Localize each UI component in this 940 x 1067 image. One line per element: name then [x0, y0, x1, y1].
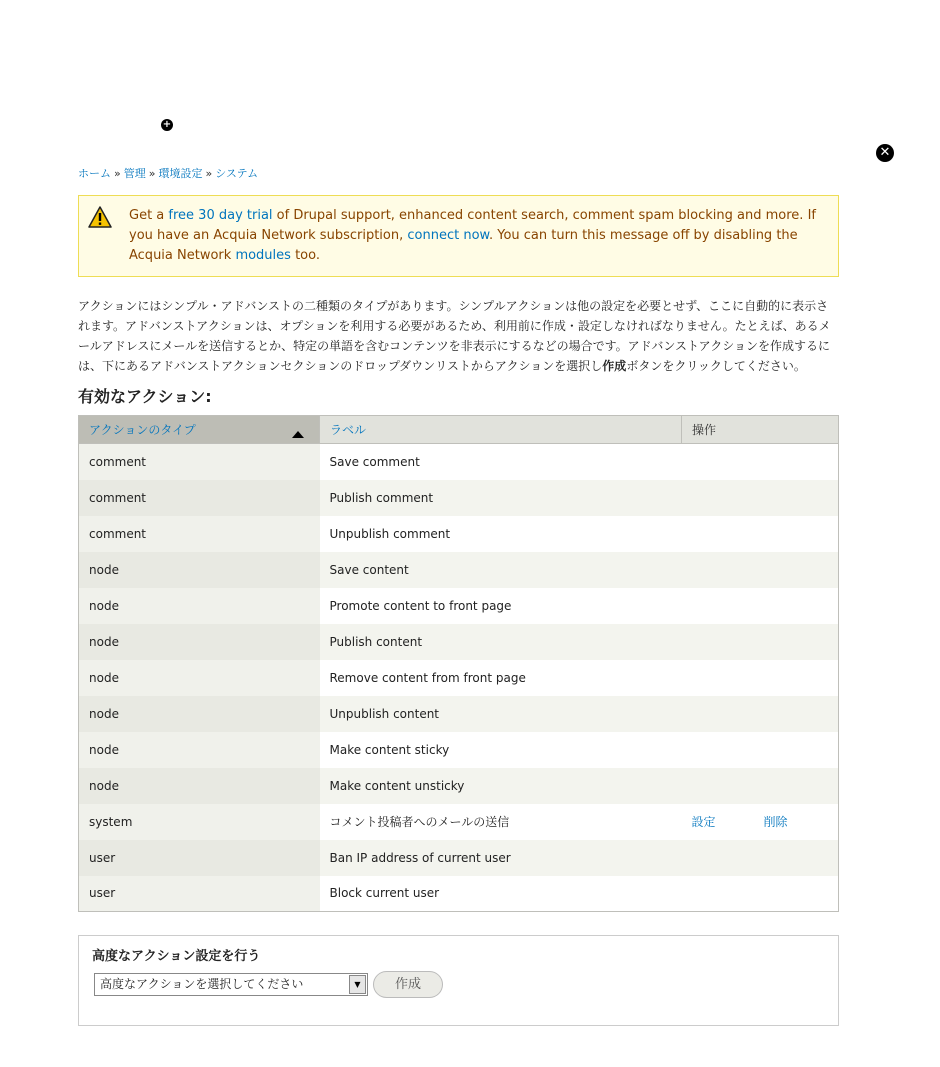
breadcrumb-config[interactable]: 環境設定	[158, 167, 203, 180]
warning-icon	[88, 206, 112, 228]
action-label-cell: Publish comment	[320, 480, 682, 516]
table-header-row	[79, 416, 839, 444]
operations-cell	[682, 696, 839, 732]
operations-cell	[682, 876, 839, 912]
action-type-cell: node	[79, 552, 320, 588]
breadcrumb-home[interactable]: ホーム	[78, 167, 111, 180]
action-type-cell: node	[79, 624, 320, 660]
action-label-cell: Remove content from front page	[320, 660, 682, 696]
action-type-cell: user	[79, 876, 320, 912]
warning-message	[78, 195, 839, 277]
dropdown-arrow-icon[interactable]: ▼	[349, 975, 366, 994]
operations-cell	[682, 840, 839, 876]
connect-now-link[interactable]: connect now	[407, 228, 489, 243]
column-header-label[interactable]	[320, 416, 682, 444]
operations-cell	[682, 624, 839, 660]
operations-cell	[682, 804, 839, 840]
operations-cell	[682, 768, 839, 804]
operations-cell	[682, 480, 839, 516]
create-button[interactable]: 作成	[373, 971, 443, 998]
operations-cell	[682, 732, 839, 768]
sort-ascending-icon	[292, 431, 304, 438]
action-label-cell: Unpublish content	[320, 696, 682, 732]
action-label-cell: Promote content to front page	[320, 588, 682, 624]
column-header-operations: 操作	[682, 416, 839, 444]
add-shortcut-icon[interactable]: +	[162, 119, 172, 130]
action-label-cell: Ban IP address of current user	[320, 840, 682, 876]
action-label-cell: Save comment	[320, 444, 682, 480]
advanced-title: 高度なアクション設定を行う	[92, 949, 261, 964]
action-label-cell: Publish content	[320, 624, 682, 660]
breadcrumb-system[interactable]: システム	[215, 167, 259, 180]
action-type-cell: node	[79, 732, 320, 768]
table-row	[79, 732, 839, 768]
sort-type-link[interactable]: アクションのタイプ	[89, 423, 196, 437]
table-row	[79, 876, 839, 912]
breadcrumb-separator: »	[148, 167, 156, 180]
intro-part2: ボタンをクリックしてください。	[626, 359, 806, 373]
table-row	[79, 696, 839, 732]
modules-link[interactable]: modules	[235, 248, 291, 263]
action-type-cell: comment	[79, 444, 320, 480]
action-type-cell: comment	[79, 480, 320, 516]
configure-link[interactable]: 設定	[691, 815, 716, 829]
delete-link[interactable]: 削除	[763, 815, 788, 829]
message-text: too.	[290, 248, 320, 263]
message-text: . You can turn this message off by disabling the Acquia Network	[129, 228, 798, 263]
operations-cell	[682, 588, 839, 624]
table-row	[79, 552, 839, 588]
breadcrumb-admin[interactable]: 管理	[123, 167, 146, 180]
close-overlay-icon[interactable]: ✕	[876, 144, 894, 162]
intro-text	[78, 296, 840, 376]
action-type-cell: node	[79, 768, 320, 804]
table-row	[79, 840, 839, 876]
operations-cell	[682, 660, 839, 696]
free-trial-link[interactable]: free 30 day trial	[168, 208, 273, 223]
action-type-cell: node	[79, 696, 320, 732]
breadcrumb-separator: »	[114, 167, 121, 180]
message-text: Get a	[129, 208, 169, 223]
action-type-cell: node	[79, 588, 320, 624]
table-row	[79, 516, 839, 552]
breadcrumb-separator: »	[205, 167, 213, 180]
advanced-select-value: 高度なアクションを選択してください	[100, 977, 304, 991]
table-row	[79, 804, 839, 840]
operations-cell	[682, 552, 839, 588]
column-header-type[interactable]	[79, 416, 320, 444]
action-label-cell: Make content sticky	[320, 732, 682, 768]
table-row	[79, 588, 839, 624]
breadcrumb	[78, 165, 258, 181]
action-type-cell: comment	[79, 516, 320, 552]
operations-cell	[682, 444, 839, 480]
action-label-cell: Make content unsticky	[320, 768, 682, 804]
table-row	[79, 480, 839, 516]
action-type-cell: node	[79, 660, 320, 696]
action-label-cell: Unpublish comment	[320, 516, 682, 552]
action-type-cell: system	[79, 804, 320, 840]
sort-label-link[interactable]: ラベル	[330, 423, 367, 437]
actions-table	[78, 415, 839, 912]
advanced-action-select[interactable]	[94, 973, 368, 996]
table-row	[79, 660, 839, 696]
action-label-cell: Save content	[320, 552, 682, 588]
table-row	[79, 444, 839, 480]
operations-cell	[682, 516, 839, 552]
table-row	[79, 624, 839, 660]
action-label-cell: コメント投稿者へのメールの送信	[320, 804, 682, 840]
section-title: 有効なアクション:	[78, 387, 212, 406]
intro-part1: アクションにはシンプル・アドバンストの二種類のタイプがあります。シンプルアクションは他の設定を必要とせず、ここに自動的に表示されます。アドバンストアクションは、オプションを利用する必要があるため、利用前に作成・設定しなければなりません。たとえば、あるメールアドレスにメールを送信するとか、特定の単語を含むコンテンツを非表示にするなどの場合です。アドバンストアクションを作成するには、下にあるアドバンストアクションセクションのドロップダウンリストからアクションを選択し	[78, 299, 831, 373]
message-text: of Drupal support, enhanced content search, comment spam blocking and more. If you have an Acquia Network subscription,	[129, 208, 816, 243]
action-type-cell: user	[79, 840, 320, 876]
action-label-cell: Block current user	[320, 876, 682, 912]
table-row	[79, 768, 839, 804]
intro-bold: 作成	[602, 359, 627, 373]
advanced-action-fieldset	[78, 935, 839, 1026]
